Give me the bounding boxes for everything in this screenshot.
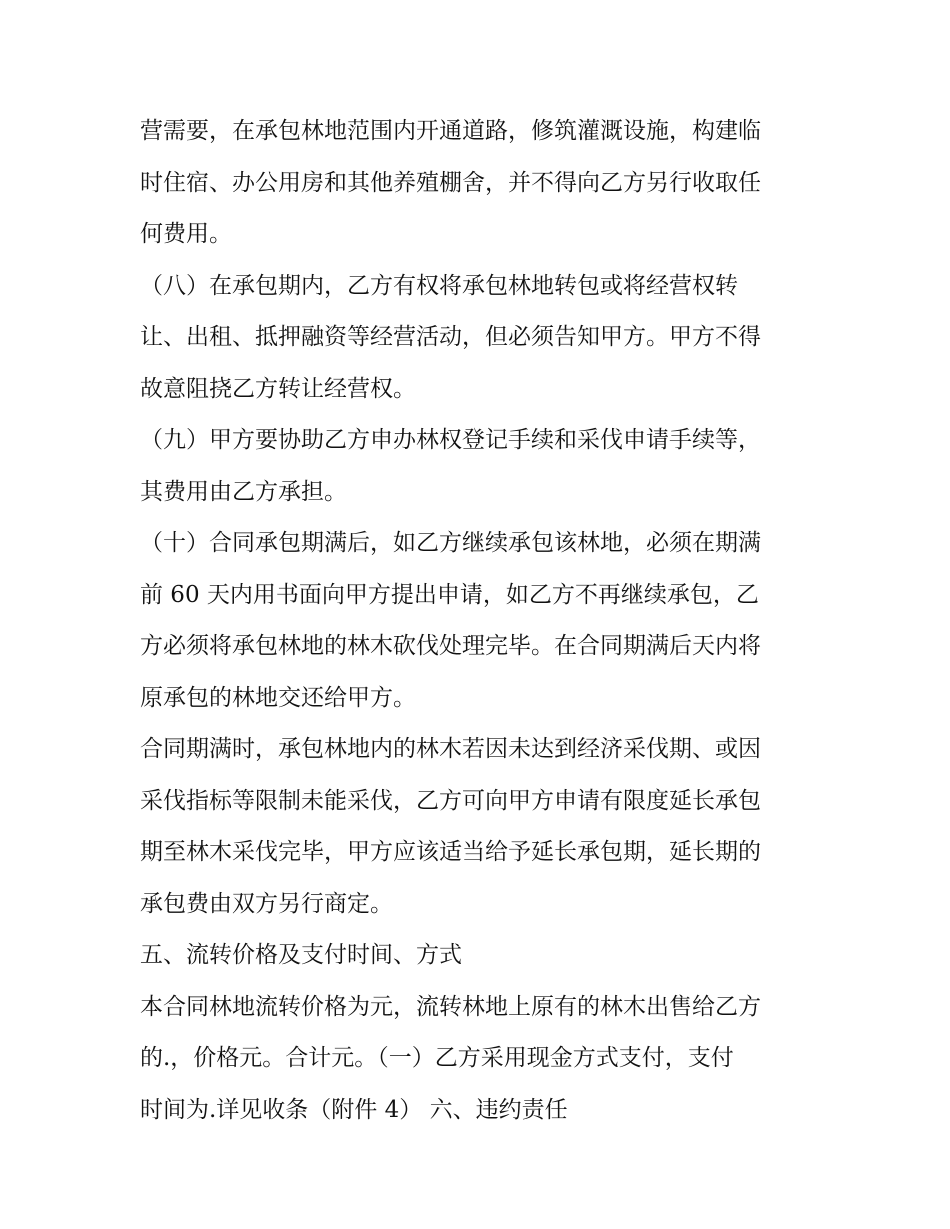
text-line: 本合同林地流转价格为元，流转林地上原有的林木出售给乙方 [140, 993, 761, 1020]
text-line: 采伐指标等限制未能采伐，乙方可向甲方申请有限度延长承包 [140, 787, 761, 814]
text-line: 让、出租、抵押融资等经营活动，但必须告知甲方。甲方不得 [140, 324, 761, 350]
text-line: 营需要，在承包林地范围内开通道路，修筑灌溉设施，构建临 [140, 118, 761, 144]
text-line: 何费用。 [140, 221, 232, 247]
text-line: （十）合同承包期满后，如乙方继续承包该林地，必须在期满 [140, 530, 761, 556]
text-line: 合同期满时，承包林地内的林木若因未达到经济采伐期、或因 [140, 736, 761, 762]
text-line: 时间为.详见收条（附件 4） 六、违约责任 [140, 1096, 568, 1123]
text-line: 原承包的林地交还给甲方。 [140, 684, 416, 711]
text-line: （九）甲方要协助乙方申办林权登记手续和采伐申请手续等， [140, 427, 761, 453]
text-line: 承包费由双方另行商定。 [140, 890, 393, 917]
document-body [140, 106, 820, 1136]
text-line: 时住宿、办公用房和其他养殖棚舍，并不得向乙方另行收取任 [140, 169, 761, 196]
text-line: 期至林木采伐完毕，甲方应该适当给予延长承包期，延长期的 [140, 839, 761, 865]
text-line: 的.，价格元。合计元。（一）乙方采用现金方式支付，支付 [140, 1045, 734, 1071]
text-line: （八）在承包期内，乙方有权将承包林地转包或将经营权转 [140, 272, 738, 299]
text-line: 方必须将承包林地的林木砍伐处理完毕。在合同期满后天内将 [140, 633, 761, 659]
section-heading: 五、流转价格及支付时间、方式 [140, 942, 462, 968]
text-line: 前 60 天内用书面向甲方提出申请，如乙方不再继续承包，乙 [140, 581, 759, 608]
text-line: 故意阻挠乙方转让经营权。 [140, 375, 416, 402]
text-line: 其费用由乙方承担。 [140, 478, 347, 505]
